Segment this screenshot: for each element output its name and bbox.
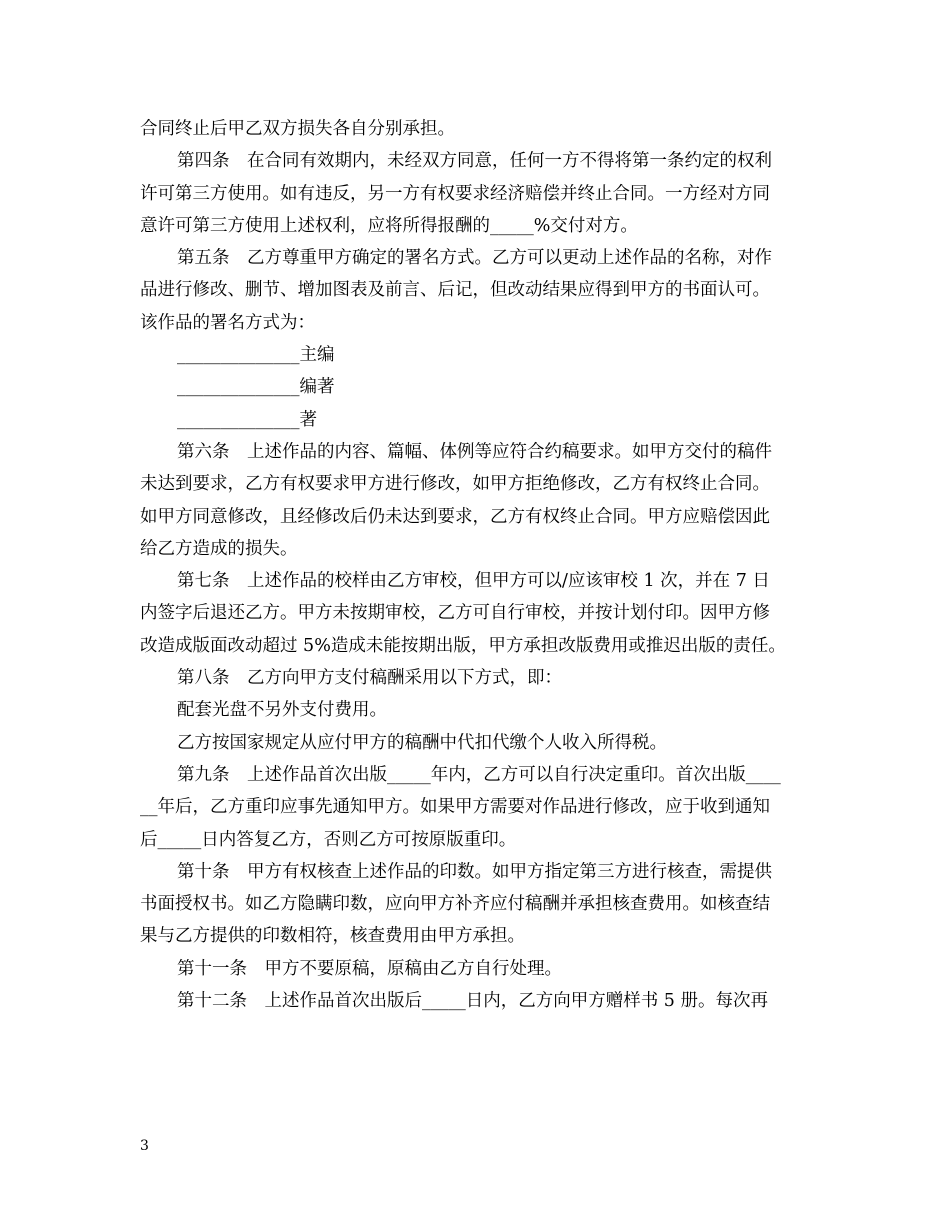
text-line: 乙方按国家规定从应付甲方的稿酬中代扣代缴个人收入所得税。 [177, 732, 667, 753]
page-number: 3 [140, 1138, 149, 1154]
text-line: 第六条 上述作品的内容、篇幅、体例等应符合约稿要求。如甲方交付的稿件 [177, 441, 772, 462]
text-line: 品进行修改、删节、增加图表及前言、后记，但改动结果应得到甲方的书面认可。 [140, 280, 770, 301]
text-line: 如甲方同意修改，且经修改后仍未达到要求，乙方有权终止合同。甲方应赔偿因此 [140, 506, 770, 527]
text-line: 第七条 上述作品的校样由乙方审校，但甲方可以/应该审校 1 次，并在 7 日 [177, 571, 770, 592]
text-line: 该作品的署名方式为： [140, 312, 315, 333]
text-line: ______________著 [177, 409, 317, 430]
text-line: 配套光盘不另外支付费用。 [177, 700, 387, 721]
text-line: 意许可第三方使用上述权利，应将所得报酬的_____%交付对方。 [140, 215, 638, 236]
text-line: 第十一条 甲方不要原稿，原稿由乙方自行处理。 [177, 958, 562, 979]
contract-body [140, 113, 820, 1017]
text-line: 未达到要求，乙方有权要求甲方进行修改，如甲方拒绝修改，乙方有权终止合同。 [140, 474, 770, 495]
text-line: 果与乙方提供的印数相符，核查费用由甲方承担。 [140, 926, 525, 947]
text-line: 内签字后退还乙方。甲方未按期审校，乙方可自行审校，并按计划付印。因甲方修 [140, 603, 770, 624]
text-line: 改造成版面改动超过 5%造成未能按期出版，甲方承担改版费用或推迟出版的责任。 [140, 635, 786, 656]
text-line: 合同终止后甲乙双方损失各自分别承担。 [140, 119, 455, 139]
text-line: __年后，乙方重印应事先通知甲方。如果甲方需要对作品进行修改，应于收到通知 [140, 797, 770, 818]
text-line: 许可第三方使用。如有违反，另一方有权要求经济赔偿并终止合同。一方经对方同 [140, 183, 770, 204]
text-line: ______________编著 [177, 377, 335, 398]
text-line: 书面授权书。如乙方隐瞒印数，应向甲方补齐应付稿酬并承担核查费用。如核查结 [140, 894, 770, 915]
text-line: 第十二条 上述作品首次出版后_____日内，乙方向甲方赠样书 5 册。每次再 [177, 991, 769, 1012]
text-line: 第十条 甲方有权核查上述作品的印数。如甲方指定第三方进行核查，需提供 [177, 861, 772, 882]
text-line: 后_____日内答复乙方，否则乙方可按原版重印。 [140, 829, 517, 850]
text-line: ______________主编 [177, 345, 335, 366]
text-line: 第五条 乙方尊重甲方确定的署名方式。乙方可以更动上述作品的名称，对作 [177, 248, 772, 269]
text-line: 给乙方造成的损失。 [140, 538, 298, 559]
text-line: 第九条 上述作品首次出版_____年内，乙方可以自行决定重印。首次出版____ [177, 764, 781, 785]
text-line: 第四条 在合同有效期内，未经双方同意，任何一方不得将第一条约定的权利 [177, 151, 772, 172]
text-line: 第八条 乙方向甲方支付稿酬采用以下方式，即： [177, 668, 562, 689]
